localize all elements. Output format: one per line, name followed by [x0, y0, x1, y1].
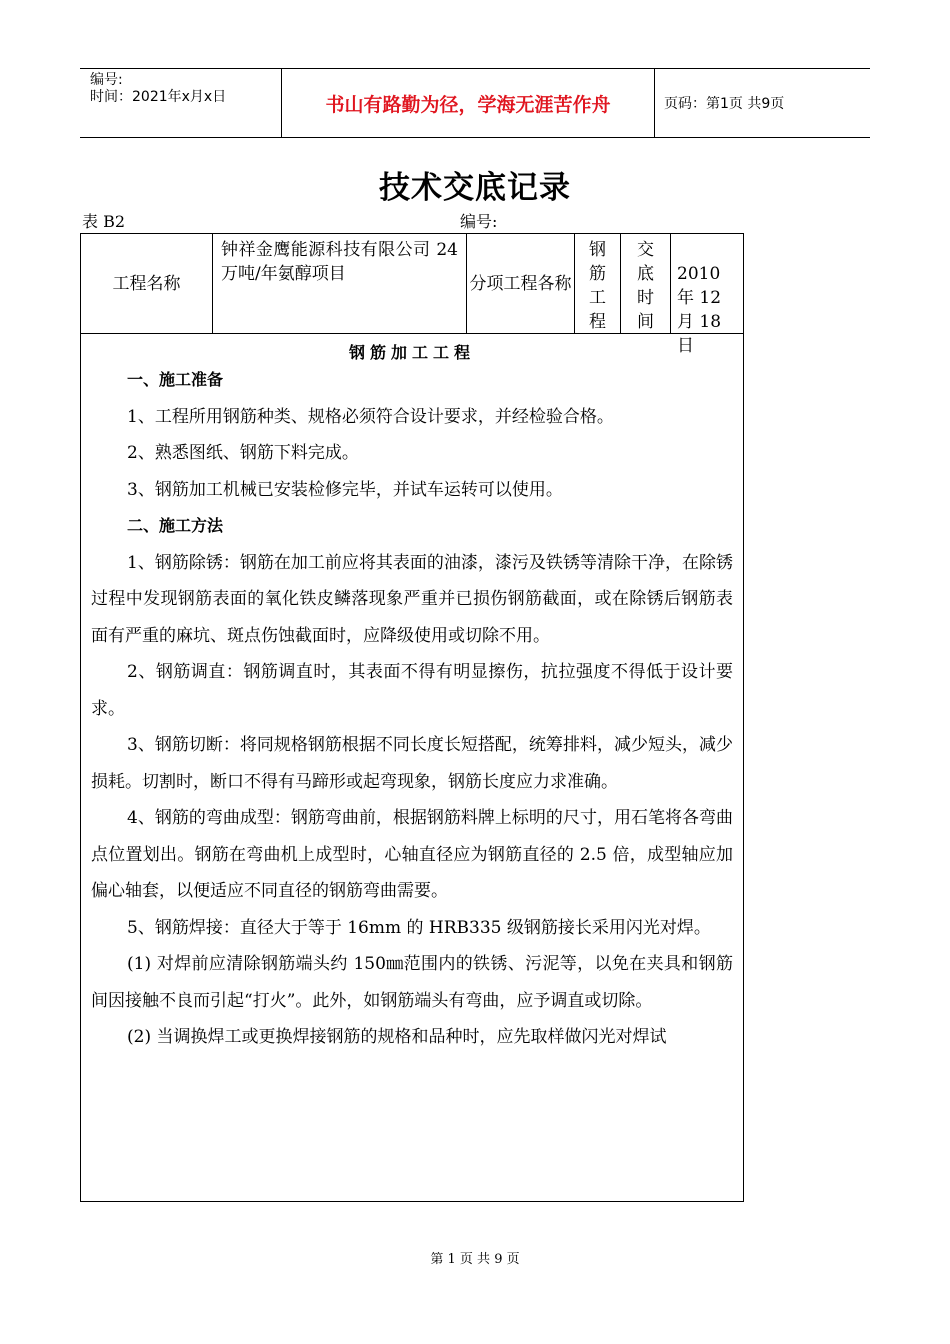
section-heading: 二、施工方法 — [127, 516, 224, 535]
subitem-value — [575, 234, 621, 334]
subitem-char: 钢 — [589, 240, 606, 260]
time-label-char: 底 — [637, 264, 654, 284]
time-label-char: 间 — [637, 312, 654, 332]
paragraph: 3、钢筋切断：将同规格钢筋根据不同长度长短搭配，统筹排料，减少短头，减少损耗。切割时，断口不得有马蹄形或起弯现象，钢筋长度应力求准确。 — [91, 735, 733, 792]
project-value: 钟祥金鹰能源科技有限公司 24 万吨/年氨醇项目 — [213, 234, 467, 334]
header-number: 编号: — [90, 72, 123, 88]
section-title: 钢筋加工工程 — [348, 343, 475, 362]
paragraph: 1、钢筋除锈：钢筋在加工前应将其表面的油漆，漆污及铁锈等清除干净，在除锈过程中发现钢筋表面的氧化铁皮鳞落现象严重并已损伤钢筋截面，或在除锈后钢筋表面有严重的麻坑、斑点伤蚀截面时，应降级使用或切除不用。 — [91, 552, 733, 646]
form-code: 表 B2 — [82, 212, 126, 231]
header-date: 时间：2021年x月x日 — [90, 89, 227, 105]
subitem-char: 程 — [589, 312, 606, 332]
time-label-char: 时 — [637, 288, 654, 308]
serial-label: 编号: — [460, 212, 498, 231]
document-title: 技术交底记录 — [379, 170, 571, 206]
project-label: 工程名称 — [81, 234, 213, 334]
section-heading: 一、施工准备 — [127, 370, 224, 389]
paragraph: (1) 对焊前应清除钢筋端头约 150㎜范围内的铁锈、污泥等，以免在夹具和钢筋间因接触不良而引起“打火”。此外，如钢筋端头有弯曲，应予调直或切除。 — [91, 954, 733, 1011]
time-value: 2010 年 12 月 18 日 — [677, 264, 722, 356]
paragraph: 2、熟悉图纸、钢筋下料完成。 — [127, 443, 359, 463]
page-header — [80, 68, 870, 138]
paragraph: 2、钢筋调直：钢筋调直时，其表面不得有明显擦伤，抗拉强度不得低于设计要求。 — [91, 662, 733, 719]
paragraph: (2) 当调换焊工或更换焊接钢筋的规格和品种时，应先取样做闪光对焊试 — [127, 1027, 667, 1047]
time-label — [621, 234, 671, 334]
header-page-info: 页码：第1页 共9页 — [664, 96, 785, 112]
paragraph: 1、工程所用钢筋种类、规格必须符合设计要求，并经检验合格。 — [127, 406, 614, 427]
header-motto: 书山有路勤为径，学海无涯苦作舟 — [282, 69, 655, 137]
content-box — [80, 333, 744, 1202]
content-body — [81, 362, 743, 1056]
subitem-char: 工 — [589, 288, 606, 308]
time-label-char: 交 — [637, 240, 654, 260]
subitem-char: 筋 — [589, 264, 606, 284]
paragraph: 3、钢筋加工机械已安装检修完毕，并试车运转可以使用。 — [127, 479, 563, 500]
header-meta — [80, 69, 282, 137]
subitem-label: 分项工程各称 — [467, 234, 575, 334]
paragraph: 5、钢筋焊接：直径大于等于 16mm 的 HRB335 级钢筋接长采用闪光对焊。 — [127, 917, 711, 938]
page-footer: 第 1 页 共 9 页 — [430, 1252, 520, 1267]
paragraph: 4、钢筋的弯曲成型：钢筋弯曲前，根据钢筋料牌上标明的尺寸，用石笔将各弯曲点位置划出。钢筋在弯曲机上成型时，心轴直径应为钢筋直径的 2.5 倍，成型轴应加偏心轴套，以便适应不同直径的钢筋弯曲需要。 — [91, 808, 733, 901]
